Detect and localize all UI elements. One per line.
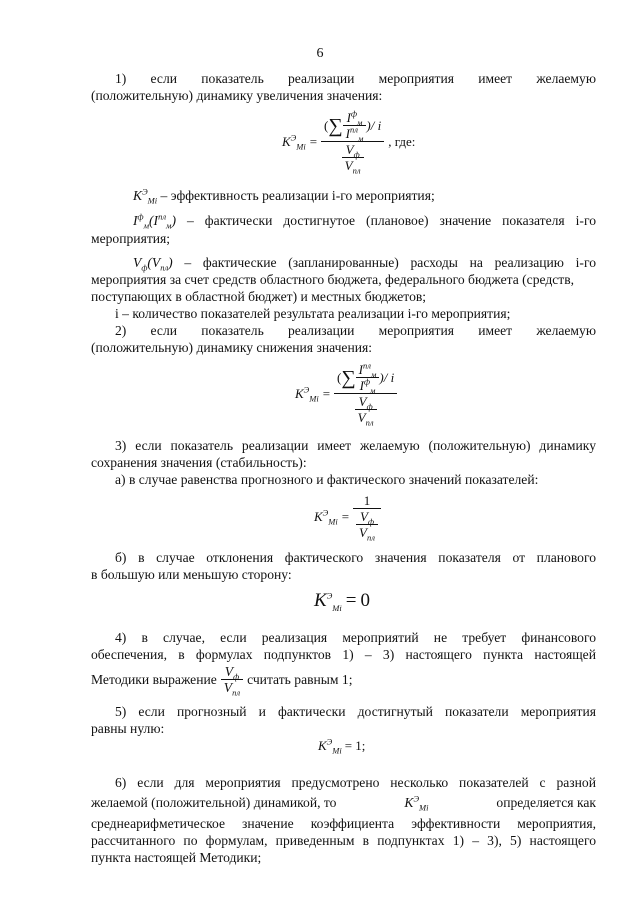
definition-count: i – количество показателей результата реализации i-го мероприятия; xyxy=(115,306,511,321)
paragraph-3b-line: б) в случае отклонения фактического значения показателя от планового xyxy=(115,550,596,565)
definition-v-line-2: мероприятия за счет средств областного бюджета, федерального бюджета (средств, xyxy=(91,272,575,287)
definition-i: $I^ф_м(I^{пл}_м)$ – фактически достигнутое (плановое) значение показателя i-го xyxy=(133,211,596,231)
paragraph-4-line: 4) в случае, если реализация мероприятий не требует финансового xyxy=(115,630,596,645)
formula-increase: $K^Э_{Mi}$ = ( ∑ $\frac{I^ф_м}{I^{пл}_м}$ )/ i $\frac{V_ф}{V_{пл}}$ , где: xyxy=(282,108,416,176)
paragraph-5-line-2: равны нулю: xyxy=(91,721,165,736)
paragraph-6-line-2: желаемой (положительной) динамикой, то $K^Э_{Mi}$ определяется как xyxy=(91,793,596,813)
definition-k: $K^Э_{Mi}$ – эффективность реализации i-го мероприятия; xyxy=(133,186,435,206)
paragraph-6-line-3: среднеарифметическое значение коэффициента эффективности мероприятия, xyxy=(91,816,596,831)
paragraph-3a: а) в случае равенства прогнозного и фактического значений показателей: xyxy=(115,472,539,487)
formula-stable: $K^Э_{Mi}$ = $\frac{1}{\frac{V_ф}{V_{пл}}}$ xyxy=(314,493,385,540)
paragraph-3-line: 3) если показатель реализации имеет желаемую (положительную) динамику xyxy=(115,438,596,453)
formula-zero: $K^Э_{Mi}$ = 1; xyxy=(318,736,366,756)
paragraph-3-line-2: сохранения значения (стабильность): xyxy=(91,455,307,470)
paragraph-5-line: 5) если прогнозный и фактически достигнутый показатели мероприятия xyxy=(115,704,596,719)
paragraph-4-line-3: Методики выражение $\frac{V_ф}{V_{пл}}$ считать равным 1; xyxy=(91,664,353,698)
definition-v-line-3: поступающих в областной бюджет) и местных бюджетов; xyxy=(91,289,427,304)
paragraph-6-line-5: пункта настоящей Методики; xyxy=(91,850,262,865)
paragraph-1-line-2: (положительную) динамику увеличения значения: xyxy=(91,88,383,103)
definition-i-line-2: мероприятия; xyxy=(91,231,171,246)
page-number: 6 xyxy=(316,46,324,61)
paragraph-6-line: 6) если для мероприятия предусмотрено несколько показателей с разной xyxy=(115,775,596,790)
paragraph-3b-line-2: в большую или меньшую сторону: xyxy=(91,567,292,582)
paragraph-2-line-2: (положительную) динамику снижения значения: xyxy=(91,340,373,355)
formula-deviation: $K^Э_{Mi}$ = 0 xyxy=(314,590,370,613)
paragraph-2-line: 2) если показатель реализации мероприятия имеет желаемую xyxy=(115,323,596,338)
paragraph-4-line-2: обеспечения, в формулах подпунктов 1) – 3) настоящего пункта настоящей xyxy=(91,647,596,662)
formula-decrease: $K^Э_{Mi}$ = ( ∑ $\frac{I^{пл}_м}{I^ф_м}$ )/ i $\frac{V_ф}{V_{пл}}$ xyxy=(295,362,401,425)
paragraph-6-line-4: рассчитанного по формулам, приведенным в подпунктах 1) – 3), 5) настоящего xyxy=(91,833,596,848)
definition-v: $V_ф(V_{пл})$ – фактические (запланированные) расходы на реализацию i-го xyxy=(133,255,596,273)
paragraph-1-line: 1) если показатель реализации мероприятия имеет желаемую xyxy=(115,71,596,86)
